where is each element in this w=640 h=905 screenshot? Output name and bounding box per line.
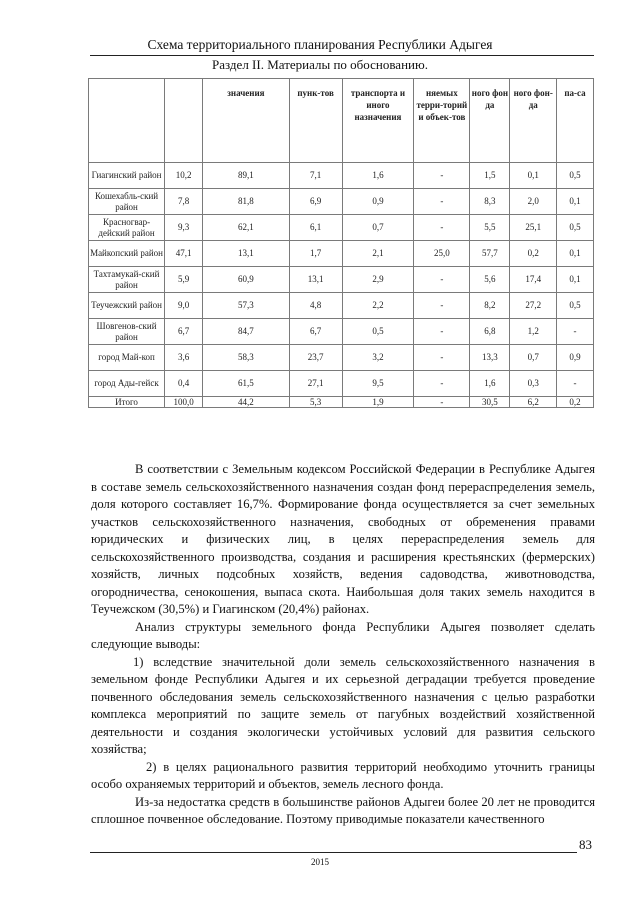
table-cell: 81,8 (203, 189, 290, 215)
column-header: ного фон-да (510, 79, 556, 163)
district-name-cell: Красногвар-дейский район (89, 215, 165, 241)
district-name-cell: Теучежский район (89, 293, 165, 319)
table-cell: 8,3 (470, 189, 510, 215)
table-cell: 13,1 (289, 267, 342, 293)
list-item: 1) вследствие значительной доли земель сельскохозяйственного назначения в земельном фонде Республики Адыгея и их серьезной деградации требуется проведение почвенного обследования земель сельскохозяйственного назначения с целью разработки комплекса мероприятий по защите земель от пагубных воздействий хозяйственной деятельности и создания экологически устойчивых условий для развития сельского хозяйства; (91, 654, 595, 756)
table-row (89, 215, 594, 241)
table-cell: 0,5 (556, 293, 593, 319)
table-row (89, 241, 594, 267)
table-cell: 23,7 (289, 345, 342, 371)
table-cell: - (414, 293, 470, 319)
table-cell: 5,9 (165, 267, 203, 293)
district-name-cell: Шовгенов-ский район (89, 319, 165, 345)
table-cell: 89,1 (203, 163, 290, 189)
table-cell: 0,2 (556, 397, 593, 408)
table-cell: - (556, 319, 593, 345)
table-cell: 47,1 (165, 241, 203, 267)
table-cell: 0,7 (342, 215, 414, 241)
table-cell: 2,2 (342, 293, 414, 319)
table-cell: 3,6 (165, 345, 203, 371)
list-item: 2) в целях рационального развития территорий необходимо уточнить границы особо охраняемых территорий и объектов, земель лесного фонда. (91, 759, 595, 791)
table-cell: 57,7 (470, 241, 510, 267)
table-cell: 1,2 (510, 319, 556, 345)
table-cell: 60,9 (203, 267, 290, 293)
table-cell: 62,1 (203, 215, 290, 241)
paragraph: Анализ структуры земельного фонда Республики Адыгея позволяет сделать следующие выводы: (91, 619, 595, 651)
table-cell: - (414, 163, 470, 189)
district-name-cell: Итого (89, 397, 165, 408)
table-cell: 10,2 (165, 163, 203, 189)
table-cell: 6,7 (165, 319, 203, 345)
table-row (89, 163, 594, 189)
table-cell: 25,0 (414, 241, 470, 267)
table-cell: 4,8 (289, 293, 342, 319)
column-header: няемых терри-торий и объек-тов (414, 79, 470, 163)
table-cell: 13,1 (203, 241, 290, 267)
document-header-title: Схема территориального планирования Республики Адыгея (147, 37, 493, 52)
district-name-cell: город Ады-гейск (89, 371, 165, 397)
table-cell: 5,3 (289, 397, 342, 408)
table-cell: 30,5 (470, 397, 510, 408)
column-header (165, 79, 203, 163)
table-cell: 9,3 (165, 215, 203, 241)
table-row (89, 345, 594, 371)
table-row (89, 267, 594, 293)
table-cell: 1,6 (470, 371, 510, 397)
land-fund-table (88, 78, 594, 408)
district-name-cell: Кошехабль-ский район (89, 189, 165, 215)
table-cell: 27,1 (289, 371, 342, 397)
table-row (89, 189, 594, 215)
table-cell: 44,2 (203, 397, 290, 408)
table-cell: 0,9 (556, 345, 593, 371)
column-header: транспорта и иного назначения (342, 79, 414, 163)
table-cell: - (414, 397, 470, 408)
district-name-cell: Тахтамукай-ский район (89, 267, 165, 293)
table-cell: - (414, 189, 470, 215)
table-cell: - (556, 371, 593, 397)
table-cell: - (414, 267, 470, 293)
table-cell: 84,7 (203, 319, 290, 345)
table-cell: 0,9 (342, 189, 414, 215)
table-cell: 0,7 (510, 345, 556, 371)
table-cell: 8,2 (470, 293, 510, 319)
table-cell: 61,5 (203, 371, 290, 397)
footer-divider (90, 852, 577, 853)
table-cell: 6,7 (289, 319, 342, 345)
table-cell: 5,6 (470, 267, 510, 293)
table-cell: 13,3 (470, 345, 510, 371)
table-cell: 0,5 (556, 163, 593, 189)
paragraph: Из-за недостатка средств в большинстве районов Адыгеи более 20 лет не проводится сплошное почвенное обследование. Поэтому приводимые показатели качественного (91, 794, 595, 826)
table-cell: 58,3 (203, 345, 290, 371)
table-cell: 7,1 (289, 163, 342, 189)
table-cell: 0,1 (556, 241, 593, 267)
table-cell: 0,4 (165, 371, 203, 397)
column-header: значения (203, 79, 290, 163)
table-cell: 100,0 (165, 397, 203, 408)
column-header: пунк-тов (289, 79, 342, 163)
table-cell: 27,2 (510, 293, 556, 319)
table-cell: 9,0 (165, 293, 203, 319)
table-row (89, 319, 594, 345)
table-cell: 0,1 (510, 163, 556, 189)
section-subtitle: Раздел II. Материалы по обоснованию. (212, 57, 428, 72)
table-row (89, 371, 594, 397)
table-cell: 57,3 (203, 293, 290, 319)
table-header-row (89, 79, 594, 163)
page-number: 83 (579, 837, 592, 852)
table-cell: 1,5 (470, 163, 510, 189)
table-cell: 6,2 (510, 397, 556, 408)
table-cell: 6,9 (289, 189, 342, 215)
table-cell: - (414, 215, 470, 241)
table-cell: 3,2 (342, 345, 414, 371)
table-cell: 2,9 (342, 267, 414, 293)
column-header: ного фон да (470, 79, 510, 163)
table-cell: 0,2 (510, 241, 556, 267)
table-cell: 6,8 (470, 319, 510, 345)
table-cell: 0,5 (556, 215, 593, 241)
district-name-cell: Гиагинский район (89, 163, 165, 189)
table-cell: 0,3 (510, 371, 556, 397)
table-total-row (89, 397, 594, 408)
table-cell: 7,8 (165, 189, 203, 215)
column-header (89, 79, 165, 163)
table-cell: - (414, 345, 470, 371)
table-cell: 1,9 (342, 397, 414, 408)
table-cell: 0,5 (342, 319, 414, 345)
column-header: па-са (556, 79, 593, 163)
table-cell: 5,5 (470, 215, 510, 241)
district-name-cell: город Май-коп (89, 345, 165, 371)
table-cell: 2,1 (342, 241, 414, 267)
table-cell: 0,1 (556, 189, 593, 215)
table-cell: 17,4 (510, 267, 556, 293)
table-cell: 1,6 (342, 163, 414, 189)
table-cell: 1,7 (289, 241, 342, 267)
district-name-cell: Майкопский район (89, 241, 165, 267)
body-text (91, 461, 595, 829)
table-row (89, 293, 594, 319)
table-cell: 6,1 (289, 215, 342, 241)
table-cell: - (414, 319, 470, 345)
paragraph: В соответствии с Земельным кодексом Российской Федерации в Республике Адыгея в составе земель сельскохозяйственного назначения создан фонд перераспределения земель, доля которого составляет 16,7%. Формирование фонда осуществляется за счет земельных участков сельскохозяйственного назначения, свободных от обременения правами юридических и физических лиц, в целях перераспределения земель для сельскохозяйственного производства, создания и расширения крестьянских (фермерских) хозяйств, личных подсобных хозяйств, ведения садоводства, животноводства, огородничества, сенокошения, выпаса скота. Наибольшая доля таких земель находится в Теучежском (30,5%) и Гиагинском (20,4%) районах. (91, 462, 595, 616)
table-cell: 0,1 (556, 267, 593, 293)
table-cell: - (414, 371, 470, 397)
footer-year: 2015 (311, 857, 329, 867)
header-divider (90, 55, 594, 56)
table-cell: 9,5 (342, 371, 414, 397)
table-cell: 2,0 (510, 189, 556, 215)
table-cell: 25,1 (510, 215, 556, 241)
